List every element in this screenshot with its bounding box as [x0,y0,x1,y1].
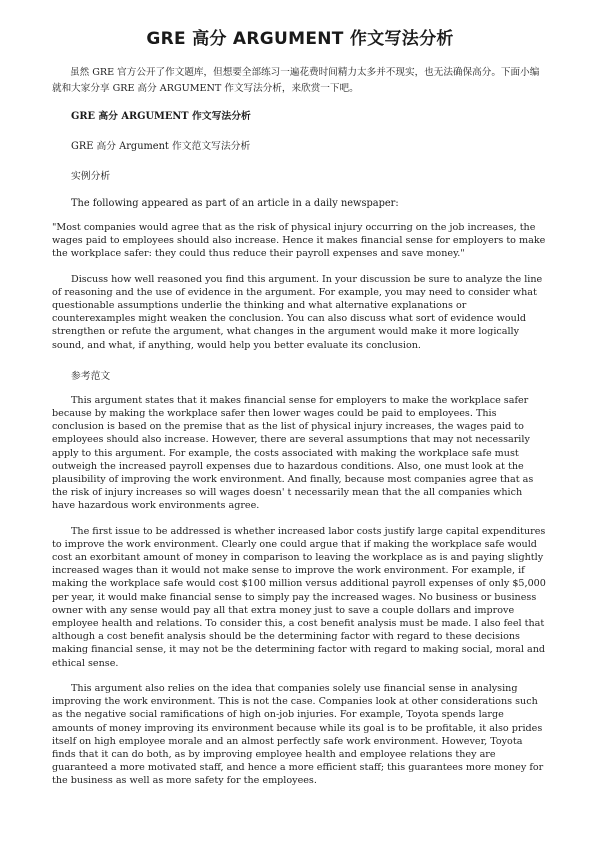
essay-paragraph-1: This argument states that it makes financial sense for employers to make the workplace safer because by making the workplace safer then lower wages could be paid to employees. This conclusion is based on the premise that as the list of physical injury increases, the wages paid to employees should also increase. However, there are several assumptions that may not necessarily apply to this argument. For example, the costs associated with making the workplace safe must outweigh the increased payroll expenses due to hazardous conditions. Also, one must look at the plausibility of improving the work environment. And finally, because most companies agree that as the risk of injury increases so will wages doesn' t necessarily mean that the all companies which have hazardous work environments agree. [52,394,534,512]
bold-heading: GRE 高分 ARGUMENT 作文写法分析 [71,111,251,122]
document-title: GRE 高分 ARGUMENT 作文写法分析 [146,29,454,49]
prompt-quote: "Most companies would agree that as the risk of physical injury occurring on the job increases, the wages paid to employees should also increase. Hence it makes financial sense for employers to make the workplace safer: they could thus reduce their payroll expenses and save money." [52,222,546,260]
content-block [71,108,548,209]
prompt-intro: The following appeared as part of an article in a daily newspaper: [71,198,399,209]
instructions-paragraph: Discuss how well reasoned you find this argument. In your discussion be sure to analyze the line of reasoning and the use of evidence in the argument. For example, you may need to consider what questionable assumptions underlie the thinking and what alternative explanations or counterexamples might weaken the conclusion. You can also discuss what sort of evidence would strengthen or refute the argument, what changes in the argument would make it more logically sound, and what, if anything, would help you better evaluate its conclusion. [52,273,543,351]
reference-block [71,368,548,382]
subheading: GRE 高分 Argument 作文范文写法分析 [71,141,251,152]
section-example-heading: 实例分析 [71,171,111,182]
essay-paragraph-2: The first issue to be addressed is whether increased labor costs justify large capital expenditures to improve the work environment. Clearly one could argue that if making the workplace safe would cost an exorbitant amount of money in comparison to leaving the workplace as is and paying slightly increased wages than it would not make sense to improve the work environment. For example, if making the workplace safe would cost $100 million versus additional payroll expenses of only $5,000 per year, it would make financial sense to simply pay the increased wages. No business or business owner with any sense would pay all that extra money just to save a couple dollars and improve employee health and relations. To consider this, a cost benefit analysis must be made. I also feel that although a cost benefit analysis should be the determining factor with regard to these decisions making financial sense, it may not be the determining factor with regard to making social, moral and ethical sense. [52,525,546,669]
essay-paragraph-3: This argument also relies on the idea that companies solely use financial sense in analysing improving the work environment. This is not the case. Companies look at other considerations such as the negative social ramifications of high on-job injuries. For example, Toyota spends large amounts of money improving its environment because while its goal is to be profitable, it also prides itself on high employee morale and an almost perfectly safe work environment. However, Toyota finds that it can do both, as by improving employee health and employee relations they are guaranteed a more motivated staff, and hence a more efficient staff; this guarantees more money for the business as well as more safety for the employees. [52,682,544,787]
intro-paragraph: 虽然 GRE 官方公开了作文题库，但想要全部练习一遍花费时间精力太多并不现实，也无法确保高分。下面小编就和大家分享 GRE 高分 ARGUMENT 作文写法分析，来欣赏一下吧。 [52,67,540,94]
section-reference-heading: 参考范文 [71,370,111,382]
